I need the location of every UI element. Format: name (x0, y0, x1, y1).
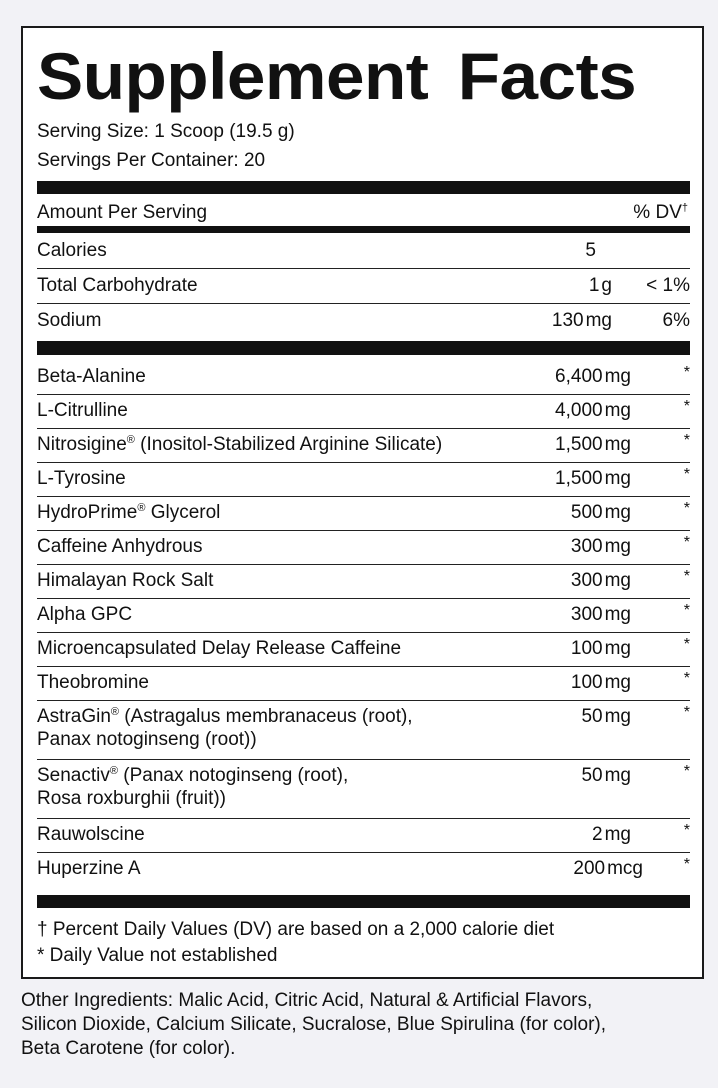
dv-not-established-mark: * (683, 704, 690, 721)
ingredient-row (37, 851, 690, 885)
ingredient-unit: mg (604, 434, 631, 455)
ingredient-amount: 300 mg (570, 570, 631, 591)
servings-per-container: Servings Per Container: 20 (37, 150, 266, 171)
ingredient-name: Caffeine Anhydrous (37, 536, 203, 557)
ingredient-name: Theobromine (37, 672, 149, 693)
title-word-2: Facts (457, 39, 637, 113)
ingredient-name: Rauwolscine (37, 824, 145, 845)
dv-header-label: % DV (633, 202, 682, 223)
ingredient-amount: 300 mg (570, 536, 631, 557)
ingredient-amount: 1,500 mg (555, 434, 631, 455)
ingredient-row (37, 359, 690, 393)
nutrient-amount: 5 (585, 240, 596, 261)
ingredient-row (37, 461, 690, 495)
amount-per-serving-label: Amount Per Serving (37, 202, 208, 223)
registered-mark: ® (126, 434, 135, 446)
other-ingredients (21, 989, 711, 1061)
star-footnote: * Daily Value not established (37, 945, 278, 966)
ingredient-amount: 50 mg (581, 706, 631, 727)
other-ingredients-line: Silicon Dioxide, Calcium Silicate, Sucralose, Blue Spirulina (for color), (21, 1014, 607, 1035)
ingredient-unit: mg (604, 706, 631, 727)
ingredient-name: HydroPrime® Glycerol (37, 502, 221, 523)
ingredient-unit: mg (604, 570, 631, 591)
ingredient-unit: mg (604, 468, 631, 489)
medium-divider (37, 226, 690, 233)
ingredient-unit: mg (604, 765, 631, 786)
ingredient-amount: 100 mg (570, 672, 631, 693)
dv-header (633, 201, 688, 225)
dv-not-established-mark: * (683, 364, 690, 381)
dv-not-established-mark: * (683, 500, 690, 517)
dv-not-established-mark: * (683, 856, 690, 873)
nutrient-name: Total Carbohydrate (37, 275, 198, 296)
ingredient-amount: 300 mg (570, 604, 631, 625)
ingredient-amount: 6,400 mg (555, 366, 631, 387)
ingredient-name: AstraGin® (Astragalus membranaceus (root), Panax notoginseng (root)) (37, 706, 413, 750)
nutrient-dv: 6% (662, 310, 690, 331)
ingredient-row (37, 817, 690, 851)
ingredient-amount: 2 mg (592, 824, 631, 845)
ingredient-name: Alpha GPC (37, 604, 133, 625)
ingredient-unit: mg (604, 536, 631, 557)
nutrient-name: Sodium (37, 310, 102, 331)
nutrient-amount: 130 mg (551, 310, 612, 331)
nutrient-row (37, 233, 690, 267)
nutrient-amount: 1 g (588, 275, 612, 296)
dv-not-established-mark: * (683, 432, 690, 449)
ingredient-row (37, 758, 690, 817)
ingredient-row (37, 563, 690, 597)
ingredient-name: Huperzine A (37, 858, 141, 879)
ingredient-unit: mg (604, 502, 631, 523)
nutrient-dv: < 1% (646, 275, 690, 296)
thick-divider (37, 341, 690, 355)
ingredient-unit: mg (604, 638, 631, 659)
thick-divider (37, 181, 690, 194)
ingredient-amount: 500 mg (570, 502, 631, 523)
nutrient-unit: mg (585, 310, 612, 331)
ingredient-name: Nitrosigine® (Inositol-Stabilized Arginine Silicate) (37, 434, 443, 455)
nutrient-unit: g (601, 275, 612, 296)
ingredient-row (37, 393, 690, 427)
other-ingredients-line: Beta Carotene (for color). (21, 1038, 236, 1059)
ingredient-name: L-Citrulline (37, 400, 128, 421)
ingredient-row (37, 699, 690, 758)
ingredient-name: Beta-Alanine (37, 366, 146, 387)
registered-mark: ® (137, 502, 146, 514)
registered-mark: ® (110, 706, 120, 718)
ingredient-row (37, 597, 690, 631)
supplement-facts-panel (21, 26, 704, 979)
ingredient-unit: mg (604, 400, 631, 421)
dv-not-established-mark: * (683, 398, 690, 415)
ingredient-row (37, 427, 690, 461)
dv-not-established-mark: * (683, 763, 690, 780)
ingredient-unit: mg (604, 824, 631, 845)
ingredient-unit: mcg (607, 858, 643, 879)
title-word-1: Supplement (37, 39, 429, 113)
ingredient-row (37, 665, 690, 699)
dv-header-mark: † (681, 202, 688, 214)
ingredient-amount: 100 mg (570, 638, 631, 659)
registered-mark: ® (109, 765, 118, 777)
ingredient-amount: 1,500 mg (555, 468, 631, 489)
ingredient-unit: mg (604, 604, 631, 625)
nutrient-row (37, 303, 690, 337)
dv-not-established-mark: * (683, 602, 690, 619)
ingredient-name: Senactiv® (Panax notoginseng (root), Rosa roxburghii (fruit)) (37, 765, 349, 809)
ingredient-amount: 50 mg (581, 765, 631, 786)
ingredient-name: L-Tyrosine (37, 468, 126, 489)
ingredient-row (37, 529, 690, 563)
ingredient-row (37, 495, 690, 529)
dv-not-established-mark: * (683, 670, 690, 687)
ingredient-row (37, 631, 690, 665)
dv-not-established-mark: * (683, 534, 690, 551)
ingredient-unit: mg (604, 672, 631, 693)
panel-title (37, 40, 636, 112)
dv-not-established-mark: * (683, 822, 690, 839)
ingredient-name: Himalayan Rock Salt (37, 570, 214, 591)
ingredient-amount: 4,000 mg (555, 400, 631, 421)
serving-size: Serving Size: 1 Scoop (19.5 g) (37, 121, 295, 142)
ingredient-unit: mg (604, 366, 631, 387)
nutrient-name: Calories (37, 240, 107, 261)
thick-divider (37, 895, 690, 908)
other-ingredients-line: Other Ingredients: Malic Acid, Citric Acid, Natural & Artificial Flavors, (21, 990, 593, 1011)
ingredient-name: Microencapsulated Delay Release Caffeine (37, 638, 402, 659)
dv-not-established-mark: * (683, 636, 690, 653)
dv-footnote: † Percent Daily Values (DV) are based on a 2,000 calorie diet (37, 919, 555, 940)
dv-not-established-mark: * (683, 466, 690, 483)
ingredient-amount: 200 mcg (573, 858, 643, 879)
nutrient-row (37, 268, 690, 302)
dv-not-established-mark: * (683, 568, 690, 585)
